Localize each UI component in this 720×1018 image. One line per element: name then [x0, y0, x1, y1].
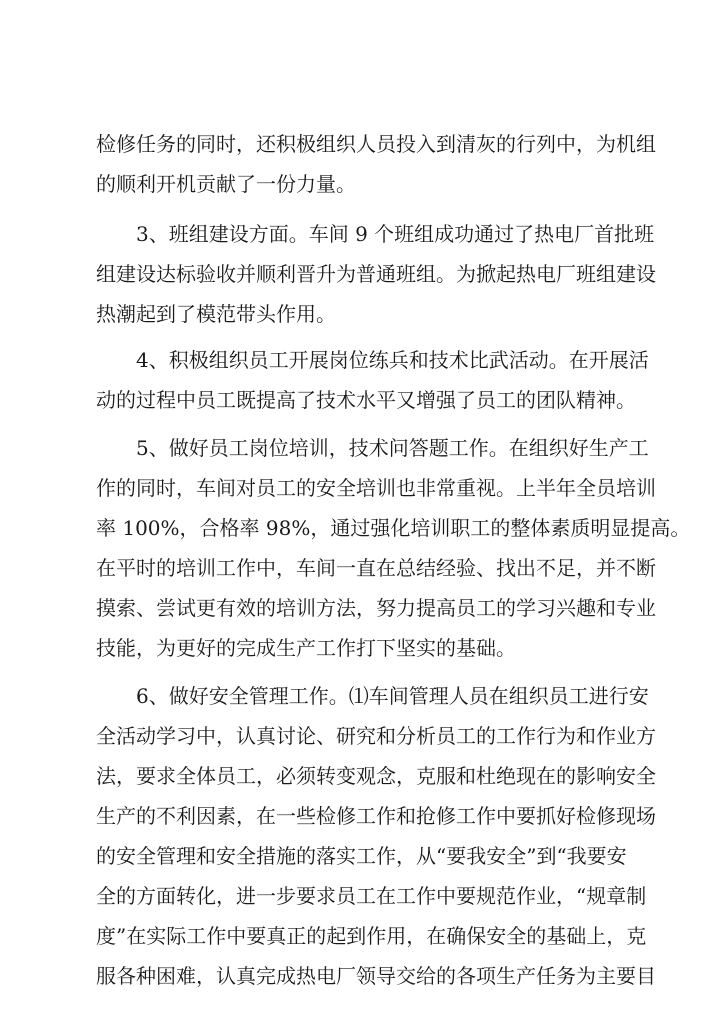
- paragraph-line: 检修任务的同时，还积极组织人员投入到清灰的行列中，为机组: [96, 132, 656, 156]
- paragraph-line: 全活动学习中，认真讨论、研究和分析员工的工作行为和作业方: [96, 724, 656, 748]
- paragraph-line: 在平时的培训工作中，车间一直在总结经验、找出不足，并不断: [96, 556, 656, 580]
- paragraph-line: 6、做好安全管理工作。⑴车间管理人员在组织员工进行安: [136, 684, 649, 708]
- paragraph-line: 的顺利开机贡献了一份力量。: [96, 172, 356, 196]
- paragraph-line: 热潮起到了模范带头作用。: [96, 302, 336, 326]
- paragraph-line: 5、做好员工岗位培训，技术问答题工作。在组织好生产工: [136, 436, 649, 460]
- paragraph-line: 度”在实际工作中要真正的起到作用，在确保安全的基础上，克: [96, 924, 647, 948]
- paragraph-line: 法，要求全体员工，必须转变观念，克服和杜绝现在的影响安全: [96, 764, 656, 788]
- paragraph-line: 组建设达标验收并顺利晋升为普通班组。为掀起热电厂班组建设: [96, 262, 656, 286]
- paragraph-line: 动的过程中员工既提高了技术水平又增强了员工的团队精神。: [96, 388, 636, 412]
- paragraph-line: 的安全管理和安全措施的落实工作，从“要我安全”到“我要安: [96, 844, 627, 868]
- paragraph-line: 率 100%，合格率 98%，通过强化培训职工的整体素质明显提高。: [96, 516, 691, 540]
- paragraph-line: 作的同时，车间对员工的安全培训也非常重视。上半年全员培训: [96, 476, 656, 500]
- paragraph-line: 4、积极组织员工开展岗位练兵和技术比武活动。在开展活: [136, 348, 649, 372]
- paragraph-line: 技能，为更好的完成生产工作打下坚实的基础。: [96, 636, 516, 660]
- paragraph-line: 生产的不利因素，在一些检修工作和抢修工作中要抓好检修现场: [96, 804, 656, 828]
- paragraph-line: 3、班组建设方面。车间 9 个班组成功通过了热电厂首批班: [136, 222, 655, 246]
- paragraph-line: 服各种困难，认真完成热电厂领导交给的各项生产任务为主要目: [96, 964, 656, 988]
- paragraph-line: 全的方面转化，进一步要求员工在工作中要规范作业，“规章制: [96, 884, 647, 908]
- paragraph-line: 摸索、尝试更有效的培训方法，努力提高员工的学习兴趣和专业: [96, 596, 656, 620]
